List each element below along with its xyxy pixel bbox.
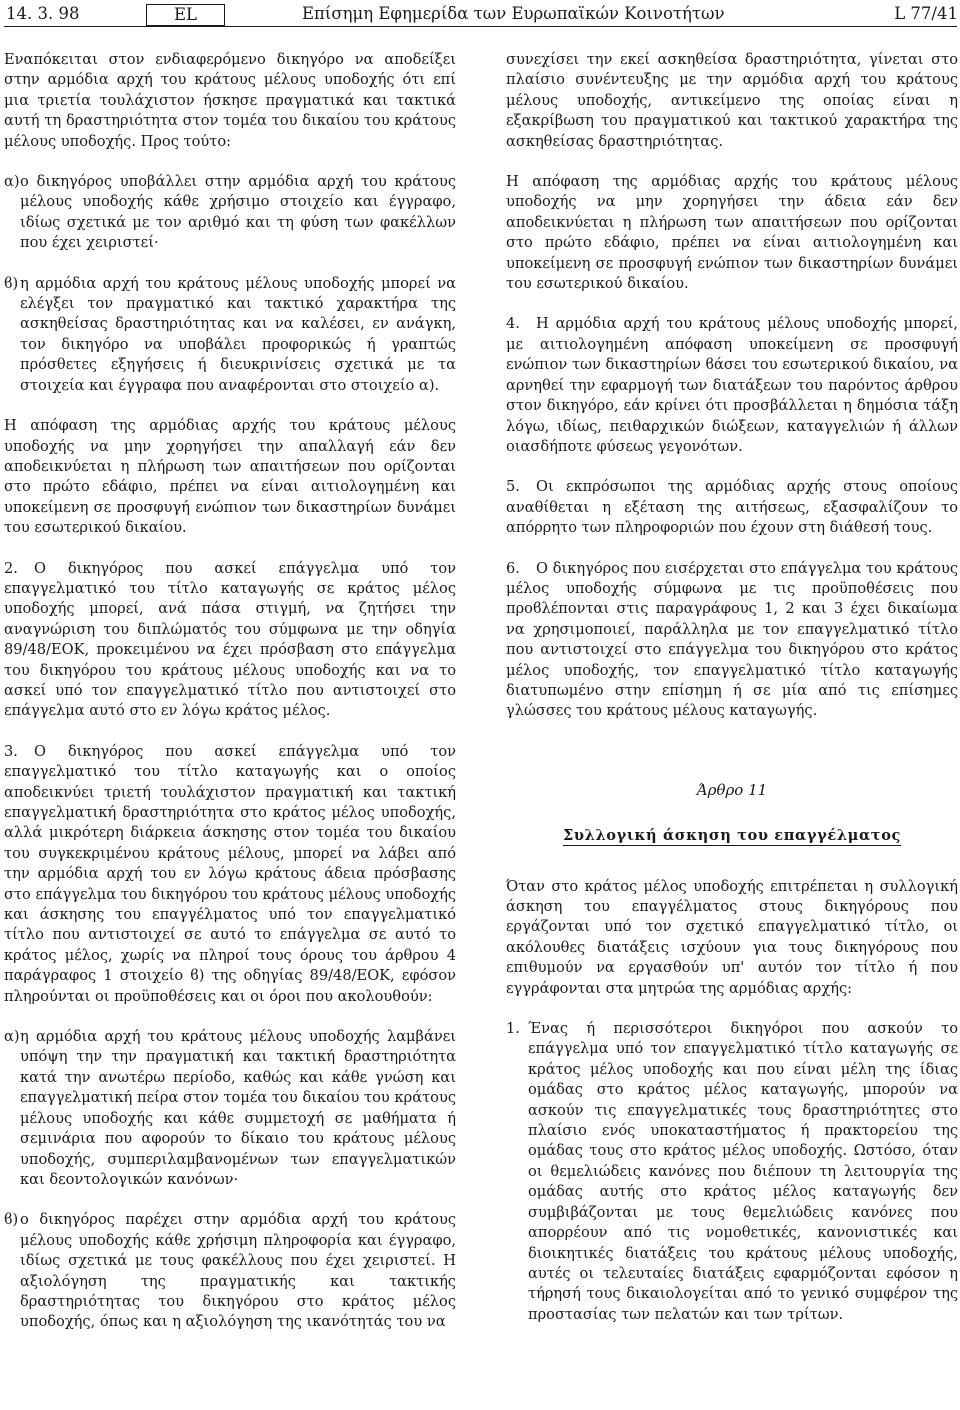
issue-date: 14. 3. 98 [6, 4, 80, 23]
list-item-text: η αρμόδια αρχή του κράτους μέλους υποδοχής λαμβάνει υπόψη την την πραγματική και τακτική δραστηριότητα κατά την ανωτέρω περίοδο, καθώς και κάθε γνώση και επαγγελματική πείρα στον τομέα του δικαίου του κράτους μέλους υποδοχής και κάθε συμμετοχή σε μαθήματα ή σεμινάρια που αφορούν το δίκαιο του κράτους μέλους υποδοχής, συμπεριλαμβανομένων των επαγγελματικών και δεοντολογικών κανόνων· [20, 1028, 456, 1188]
paragraph-number: 3. [4, 742, 18, 760]
paragraph-text: Η αρμόδια αρχή του κράτους μέλους υποδοχής μπορεί, με αιτιολογημένη απόφαση υποκείμενη σε προσφυγή ενώπιον των δικαστηρίων ϐάσει του εσωτερικού δικαίου, να αρνηθεί την εφαρμογή των διατάξεων του παρόντος άρθρου στον δικηγόρο, εάν κρίνει ότι προσβάλλεται η δημόσια τάξη λόγω, ιδίως, πειθαρχικών διώξεων, καταγγελιών ή άλλων οιασδήποτε φύσεως γεγονότων. [506, 315, 958, 455]
list-item [4, 172, 456, 254]
language-box: EL [146, 4, 225, 26]
paragraph-text: Ο δικηγόρος που ασκεί επάγγελμα υπό τον επαγγελματικό του τίτλο καταγωγής και ο οποίος αποδεικνύει τριετή τουλάχιστον πραγματική και τακτική επαγγελματική δραστηριότητα στο κράτος μέλος υποδοχής, αλλά μικρότερη διάρκεια άσκησης στον τομέα του δικαίου του συγκεκριμένου κράτους μέλους, μπορεί να λάβει από την αρμόδια αρχή του εν λόγω κράτους άδεια πρόσβασης στο επάγγελμα του δικηγόρου του κράτους μέλους υποδοχής και άσκησης του επαγγέλματος υπό τον επαγγελματικό τίτλο που αντιστοιχεί σε αυτό το επάγγελμα σε αυτό το κράτος μέλος, χωρίς να πληροί τους όρους του άρθρου 4 παράγραφος 1 στοιχείο ϐ) της οδηγίας 89/48/ΕΟΚ, εφόσον πληρούνται οι προϋποθέσεις και οι όροι που ακολουθούν: [4, 742, 456, 1005]
journal-title: Επίσημη Εφημερίδα των Ευρωπαϊκών Κοινοτήτων [302, 4, 725, 23]
paragraph-2 [4, 559, 456, 722]
paragraph-text: Οι εκπρόσωποι της αρμόδιας αρχής στους οποίους αναθίθεται η εξέταση της αιτήσεως, εξασφαλίζουν το απόρρητο των πληροφοριών που έχουν στη διάθεσή τους. [506, 478, 958, 537]
list-item [4, 1027, 456, 1190]
paragraph-5 [506, 477, 958, 538]
page-reference: L 77/41 [894, 4, 958, 23]
right-column [506, 50, 958, 1325]
header-rule [4, 26, 957, 27]
list-marker: 1. [506, 1020, 520, 1038]
left-column [4, 50, 456, 1333]
paragraph-number: 6. [506, 559, 520, 577]
list-item-text: ο δικηγόρος υποβάλλει στην αρμόδια αρχή του κράτους μέλους υποδοχής κάθε χρήσιμο στοιχείο και έγγραφο, ιδίως σχετικά με τον αριθμό και τη φύση των φακέλλων που έχει χειριστεί· [20, 173, 456, 252]
paragraph-text: Ο δικηγόρος που εισέρχεται στο επάγγελμα του κράτους μέλος υποδοχής σύμφωνα με τις προϋποθέσεις που προϐλέπονται στις παραγράφους 1, 2 και 3 έχει δικαίωμα να χρησιμοποιεί, παράλληλα με τον επαγγελματικό τίτλο που αντιστοιχεί στο επάγγελμα του δικηγόρου στο κράτος μέλος υποδοχής, τον επαγγελματικό τίτλο καταγωγής διατυπωμένο στην επίσημη ή σε μία από τις επίσημες γλώσσες του κράτους μέλους καταγωγής. [506, 559, 958, 720]
article-paragraph: Όταν στο κράτος μέλος υποδοχής επιτρέπεται η συλλογική άσκηση του επαγγέλματος στους δικηγόρους που εργάζονται υπό τον σχετικό επαγγελματικό τίτλο, οι ακόλουθες διατάξεις ισχύουν για τους δικηγόρους που επιθυμούν να εργασθούν υπ' αυτόν τον τίτλο ή που εγγράφονται στα μητρώα της αρμόδιας αρχής: [506, 877, 958, 997]
list-item [4, 1210, 456, 1332]
article-title-text: Συλλογική άσκηση του επαγγέλματος [562, 827, 902, 845]
paragraph-number: 4. [506, 315, 520, 333]
list-item-text: ο δικηγόρος παρέχει στην αρμόδια αρχή του κράτους μέλους υποδοχής κάθε χρήσιμη πληροφορία και έγγραφο, ιδίως σχετικά με τους φακέλλους που έχει χειριστεί. Η αξιολόγηση της πραγματικής και τακτικής δραστηριότητας του δικηγόρου στο κράτος μέλος υποδοχής, όπως και η αξιολόγηση της ικανότητάς του να [20, 1211, 456, 1331]
numbered-item [506, 1019, 958, 1325]
paragraph-4 [506, 314, 958, 457]
decision-paragraph: Η απόφαση της αρμόδιας αρχής του κράτους μέλους υποδοχής να μην χορηγήσει την άδεια εάν δεν αποδεικνύεται η πλήρωση των απαιτήσεων που ορίζονται στο πρώτο εδάφιο, πρέπει να είναι αιτιολογημένη και υποκείμενη σε προσφυγή ενώπιον των δικαστηρίων δυνάμει του εσωτερικού δικαίου. [506, 173, 958, 293]
list-marker: ϐ) [4, 1211, 19, 1229]
article-title [506, 826, 958, 846]
paragraph-text: Ο δικηγόρος που ασκεί επάγγελμα υπό τον επαγγελματικό του τίτλο καταγωγής σε κράτος μέλος υποδοχής μπορεί, ανά πάσα στιγμή, να ζητήσει την αναγνώριση του διπλώματός του σύμφωνα με την οδηγία 89/48/ΕΟΚ, προκειμένου να έχει πρόσβαση στο επάγγελμα του δικηγόρου του κράτους μέλους υποδοχής και να το ασκεί υπό τον επαγγελματικό τίτλο που αντιστοιχεί στο επάγγελμα αυτό στο εν λόγω κράτος μέλος. [4, 559, 456, 720]
paragraph-3 [4, 742, 456, 1007]
decision-paragraph: Η απόφαση της αρμόδιας αρχής του κράτους μέλους υποδοχής να μην χορηγήσει την απαλλαγή εάν δεν αποδεικνύεται η πλήρωση των απαιτήσεων που ορίζονται στο πρώτο εδάφιο, πρέπει να είναι αιτιολογημένη και υποκείμενη σε προσφυγή ενώπιον των δικαστηρίων δυνάμει του εσωτερικού δικαίου. [4, 417, 456, 537]
list-marker: α) [4, 1028, 20, 1046]
paragraph-number: 5. [506, 478, 520, 496]
intro-paragraph: Εναπόκειται στον ενδιαφερόμενο δικηγόρο να αποδείξει στην αρμόδια αρχή του κράτους μέλους υποδοχής ότι επί μια τριετία τουλάχιστον ήσκησε πραγματικά και τακτικά αυτή τη δραστηριότητα στον τομέα του δικαίου του κράτους μέλους υποδοχής. Προς τούτο: [4, 51, 456, 150]
article-number: Άρθρο 11 [696, 780, 768, 799]
list-item [4, 274, 456, 396]
numbered-item-text: Ένας ή περισσότεροι δικηγόροι που ασκούν το επάγγελμα υπό τον επαγγελματικό τίτλο καταγωγής σε κράτος μέλος υποδοχής και που είναι μέλη της ίδιας ομάδας στο κράτος μέλος καταγωγής, μπορούν να ασκούν τις επαγγελματικές τους δραστηριότητες στο πλαίσιο ενός υποκαταστήματος ή πρακτορείου της ομάδας τους στο κράτος μέλος υποδοχής. Ωστόσο, όταν οι θεμελιώδεις κανόνες που διέπουν τη λειτουργία της ομάδας αυτής στο κράτος μέλος καταγωγής δεν συμβιβάζονται με τους θεμελιώδεις κανόνες που απορρέουν από τις νομοθετικές, κανονιστικές και διοικητικές διατάξεις του κράτους μέλους υποδοχής, αυτές οι τελευταίες διατάξεις εφαρμόζονται εφόσον η τήρησή τους δικαιολογείται από το γενικό συμφέρον της προστασίας των πελατών και των τρίτων. [528, 1020, 958, 1323]
list-marker: α) [4, 173, 20, 191]
list-marker: ϐ) [4, 274, 19, 292]
paragraph-6 [506, 559, 958, 722]
paragraph-number: 2. [4, 559, 18, 577]
list-item-text: η αρμόδια αρχή του κράτους μέλους υποδοχής μπορεί να ελέγξει τον πραγματικό και τακτικό χαρακτήρα της ασκηθείσας δραστηριότητας και να καλέσει, εν ανάγκη, τον δικηγόρο να υποβάλει προφορικώς ή γραπτώς πρόσθετες εξηγήσεις ή διευκρινίσεις σχετικά με τα στοιχεία και έγγραφα που αναφέρονται στο στοιχείο α). [20, 274, 456, 394]
continued-paragraph: συνεχίσει την εκεί ασκηθείσα δραστηριότητα, γίνεται στο πλαίσιο συνέντευξης με την αρμόδια αρχή του κράτους μέλους υποδοχής, αντικείμενο της οποίας είναι η εξακρίβωση του πραγματικού και τακτικού χαρακτήρα της ασκηθείσας δραστηριότητας. [506, 51, 958, 150]
